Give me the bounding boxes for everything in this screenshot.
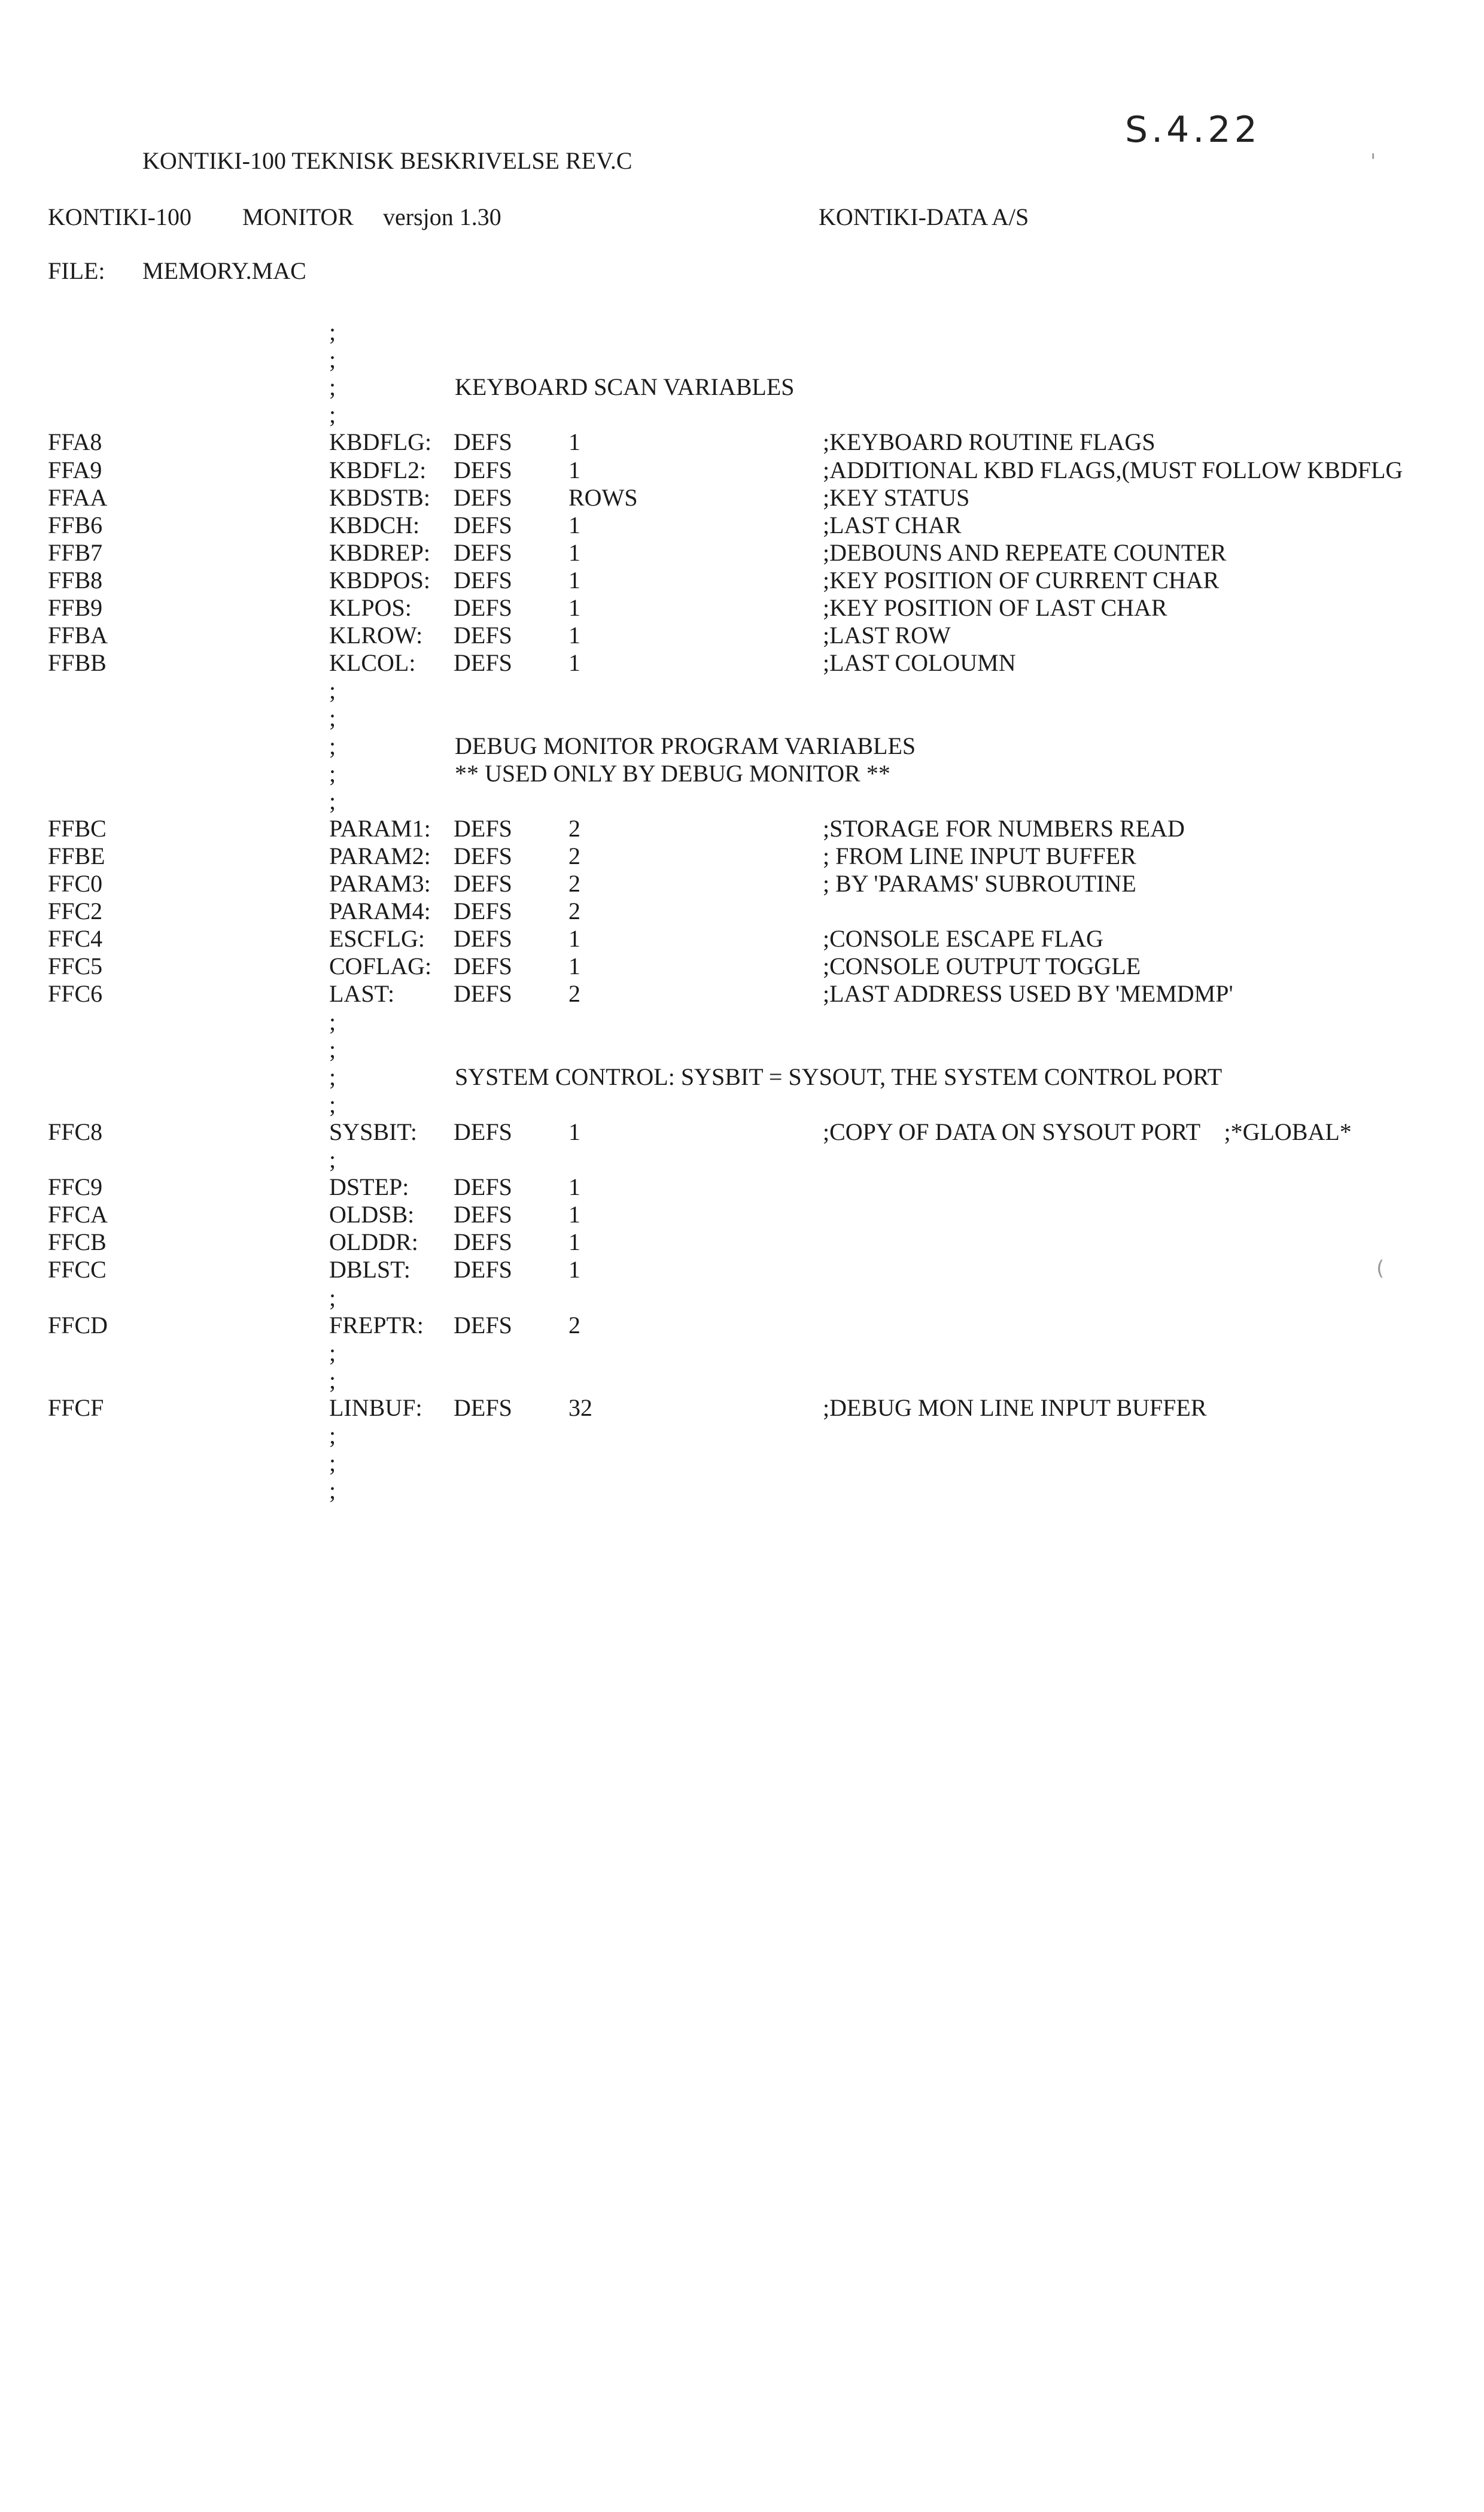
listing-section-heading: SYSTEM CONTROL: SYSBIT = SYSOUT, THE SYSTEM CONTROL PORT: [455, 1063, 1223, 1090]
listing-comment: ;KEYBOARD ROUTINE FLAGS: [823, 428, 1155, 456]
listing-address: FFAA: [48, 483, 108, 511]
listing-operand: 1: [568, 953, 580, 980]
listing-directive: DEFS: [454, 1228, 512, 1256]
listing-line: [0, 1367, 1484, 1394]
listing-line: [0, 373, 1484, 401]
document-title: KONTIKI-100 TEKNISK BESKRIVELSE REV.C: [142, 147, 632, 174]
listing-line: [0, 512, 1484, 539]
listing-line: [0, 539, 1484, 567]
listing-directive: DEFS: [454, 1256, 512, 1284]
listing-label: KBDPOS:: [329, 566, 430, 594]
listing-operand: 1: [568, 1256, 580, 1284]
listing-line: [0, 622, 1484, 649]
listing-label: ;: [329, 1366, 336, 1394]
listing-label: PARAM3:: [329, 870, 431, 897]
listing-operand: 1: [568, 594, 580, 621]
listing-operand: 1: [568, 456, 580, 483]
listing-line: [0, 567, 1484, 594]
listing-comment: ;LAST CHAR: [823, 511, 962, 539]
listing-line: [0, 428, 1484, 456]
listing-label: COFLAG:: [329, 953, 432, 980]
listing-operand: 2: [568, 1311, 580, 1339]
listing-comment: ;KEY POSITION OF CURRENT CHAR: [823, 566, 1220, 594]
listing-label: KBDCH:: [329, 511, 420, 539]
listing-directive: DEFS: [454, 622, 512, 649]
listing-label: KLCOL:: [329, 649, 416, 677]
listing-line: [0, 953, 1484, 980]
listing-label: ;: [329, 318, 336, 345]
listing-directive: DEFS: [454, 842, 512, 869]
listing-line: [0, 1036, 1484, 1063]
product-name: KONTIKI-100: [48, 203, 191, 230]
listing-line: [0, 594, 1484, 622]
listing-address: FFCA: [48, 1201, 108, 1228]
listing-operand: 2: [568, 980, 580, 1008]
listing-line: [0, 1063, 1484, 1091]
listing-operand: 1: [568, 1201, 580, 1228]
listing-line: [0, 1477, 1484, 1504]
listing-address: FFB7: [48, 539, 103, 566]
listing-line: [0, 1008, 1484, 1036]
listing-address: FFC0: [48, 870, 103, 897]
listing-line: [0, 732, 1484, 760]
listing-operand: 1: [568, 925, 580, 953]
listing-directive: DEFS: [454, 898, 512, 925]
listing-label: KLROW:: [329, 622, 423, 649]
listing-line: [0, 1284, 1484, 1312]
listing-address: FFB8: [48, 566, 103, 594]
listing-label: ;: [329, 704, 336, 732]
listing-directive: DEFS: [454, 539, 512, 566]
listing-line: [0, 870, 1484, 898]
listing-comment: ;LAST ROW: [823, 622, 951, 649]
listing-label: ;: [329, 1008, 336, 1035]
listing-operand: 1: [568, 539, 580, 566]
listing-label: KBDFLG:: [329, 428, 432, 456]
listing-operand: 1: [568, 622, 580, 649]
listing-line: [0, 898, 1484, 925]
listing-line: [0, 318, 1484, 346]
listing-label: ;: [329, 787, 336, 814]
listing-label: ;: [329, 401, 336, 428]
listing-line: [0, 1091, 1484, 1118]
listing-operand: 1: [568, 511, 580, 539]
listing-label: ESCFLG:: [329, 925, 425, 953]
listing-label: OLDSB:: [329, 1201, 415, 1228]
listing-operand: 2: [568, 814, 580, 842]
listing-line: [0, 1173, 1484, 1201]
listing-directive: DEFS: [454, 511, 512, 539]
listing-label: ;: [329, 1063, 336, 1090]
listing-label: ;: [329, 759, 336, 787]
listing-label: PARAM2:: [329, 842, 431, 869]
listing-label: ;: [329, 1284, 336, 1311]
listing-address: FFC6: [48, 980, 103, 1008]
listing-label: KBDSTB:: [329, 483, 430, 511]
listing-operand: 1: [568, 1118, 580, 1145]
listing-line: [0, 1146, 1484, 1173]
listing-section-heading: DEBUG MONITOR PROGRAM VARIABLES: [455, 732, 916, 759]
listing-label: ;: [329, 1449, 336, 1477]
listing-address: FFBE: [48, 842, 105, 869]
listing-line: [0, 787, 1484, 815]
listing-address: FFCB: [48, 1228, 107, 1256]
listing-label: ;: [329, 732, 336, 759]
listing-line: [0, 704, 1484, 732]
listing-label: PARAM1:: [329, 814, 431, 842]
listing-line: [0, 1394, 1484, 1422]
scan-mark: (: [1376, 1257, 1385, 1281]
listing-directive: DEFS: [454, 1311, 512, 1339]
listing-label: SYSBIT:: [329, 1118, 417, 1145]
listing-label: ;: [329, 346, 336, 373]
listing-directive: DEFS: [454, 594, 512, 621]
listing-address: FFC4: [48, 925, 103, 953]
listing-directive: DEFS: [454, 1201, 512, 1228]
listing-directive: DEFS: [454, 649, 512, 677]
listing-line: [0, 925, 1484, 953]
listing-label: LINBUF:: [329, 1394, 422, 1421]
listing-line: [0, 1118, 1484, 1146]
listing-line: [0, 346, 1484, 373]
listing-operand: 2: [568, 898, 580, 925]
listing-line: [0, 457, 1484, 484]
listing-label: DSTEP:: [329, 1173, 409, 1201]
listing-comment: ;CONSOLE OUTPUT TOGGLE: [823, 953, 1141, 980]
listing-directive: DEFS: [454, 980, 512, 1008]
listing-directive: DEFS: [454, 1173, 512, 1201]
listing-label: FREPTR:: [329, 1311, 424, 1339]
listing-line: [0, 815, 1484, 843]
listing-label: ;: [329, 677, 336, 704]
listing-operand: 1: [568, 428, 580, 456]
listing-operand: 32: [568, 1394, 592, 1421]
listing-address: FFBA: [48, 622, 108, 649]
listing-label: KBDREP:: [329, 539, 430, 566]
listing-label: KLPOS:: [329, 594, 412, 621]
listing-line: [0, 677, 1484, 704]
listing-address: FFCD: [48, 1311, 108, 1339]
listing-comment: ;LAST ADDRESS USED BY 'MEMDMP': [823, 980, 1233, 1008]
listing-label: ;: [329, 1035, 336, 1063]
listing-comment: ;STORAGE FOR NUMBERS READ: [823, 814, 1185, 842]
listing-operand: 1: [568, 566, 580, 594]
listing-comment: ;KEY STATUS: [823, 483, 970, 511]
listing-line: [0, 1339, 1484, 1367]
listing-operand: 1: [568, 1173, 580, 1201]
listing-line: [0, 1422, 1484, 1449]
listing-line: [0, 1256, 1484, 1284]
listing-section-heading: KEYBOARD SCAN VARIABLES: [455, 373, 795, 401]
listing-address: FFC9: [48, 1173, 103, 1201]
listing-operand: 2: [568, 842, 580, 869]
company-name: KONTIKI-DATA A/S: [819, 203, 1029, 230]
listing-comment: ;ADDITIONAL KBD FLAGS,(MUST FOLLOW KBDFLG: [823, 456, 1403, 483]
listing-directive: DEFS: [454, 1394, 512, 1421]
listing-operand: 1: [568, 649, 580, 677]
listing-label: ;: [329, 1422, 336, 1449]
listing-address: FFC8: [48, 1118, 103, 1145]
listing-line: [0, 1201, 1484, 1228]
file-name: MEMORY.MAC: [142, 257, 306, 284]
listing-address: FFCF: [48, 1394, 104, 1421]
listing-directive: DEFS: [454, 456, 512, 483]
listing-label: ;: [329, 1146, 336, 1173]
listing-address: FFBB: [48, 649, 107, 677]
listing-label: ;: [329, 1477, 336, 1504]
listing-operand: 1: [568, 1228, 580, 1256]
listing-line: [0, 649, 1484, 677]
listing-address: FFBC: [48, 814, 107, 842]
listing-comment: ;COPY OF DATA ON SYSOUT PORT ;*GLOBAL*: [823, 1118, 1352, 1145]
listing-address: FFC2: [48, 898, 103, 925]
listing-directive: DEFS: [454, 566, 512, 594]
listing-operand: 2: [568, 870, 580, 897]
listing-line: [0, 1449, 1484, 1477]
listing-line: [0, 843, 1484, 870]
section-name: MONITOR: [242, 203, 354, 230]
listing-directive: DEFS: [454, 953, 512, 980]
file-label: FILE:: [48, 257, 105, 284]
listing-line: [0, 1228, 1484, 1256]
scan-mark: ': [1370, 150, 1376, 174]
listing-address: FFB9: [48, 594, 103, 621]
listing-label: ;: [329, 1339, 336, 1366]
listing-address: FFA9: [48, 456, 102, 483]
listing-line: [0, 760, 1484, 787]
listing-label: KBDFL2:: [329, 456, 427, 483]
listing-label: DBLST:: [329, 1256, 410, 1284]
listing-label: ;: [329, 373, 336, 401]
listing-comment: ;CONSOLE ESCAPE FLAG: [823, 925, 1103, 953]
listing-directive: DEFS: [454, 1118, 512, 1145]
listing-comment: ; FROM LINE INPUT BUFFER: [823, 842, 1136, 869]
listing-comment: ;LAST COLOUMN: [823, 649, 1016, 677]
listing-line: [0, 1312, 1484, 1339]
listing-directive: DEFS: [454, 925, 512, 953]
listing-directive: DEFS: [454, 870, 512, 897]
listing-address: FFC5: [48, 953, 103, 980]
listing-label: PARAM4:: [329, 898, 431, 925]
handwritten-page-number: S.4.22: [1125, 109, 1261, 151]
listing-comment: ; BY 'PARAMS' SUBROUTINE: [823, 870, 1136, 897]
listing-address: FFCC: [48, 1256, 107, 1284]
listing-line: [0, 484, 1484, 512]
version-label: versjon 1.30: [383, 203, 501, 230]
listing-address: FFA8: [48, 428, 102, 456]
listing-directive: DEFS: [454, 814, 512, 842]
listing-section-heading: ** USED ONLY BY DEBUG MONITOR **: [455, 759, 890, 787]
listing-comment: ;KEY POSITION OF LAST CHAR: [823, 594, 1167, 621]
listing-line: [0, 401, 1484, 428]
listing-operand: ROWS: [568, 483, 638, 511]
listing-label: OLDDR:: [329, 1228, 418, 1256]
listing-directive: DEFS: [454, 428, 512, 456]
listing-directive: DEFS: [454, 483, 512, 511]
listing-label: LAST:: [329, 980, 395, 1008]
listing-line: [0, 980, 1484, 1008]
listing-comment: ;DEBUG MON LINE INPUT BUFFER: [823, 1394, 1207, 1421]
listing-comment: ;DEBOUNS AND REPEATE COUNTER: [823, 539, 1227, 566]
listing-label: ;: [329, 1090, 336, 1118]
listing-address: FFB6: [48, 511, 103, 539]
